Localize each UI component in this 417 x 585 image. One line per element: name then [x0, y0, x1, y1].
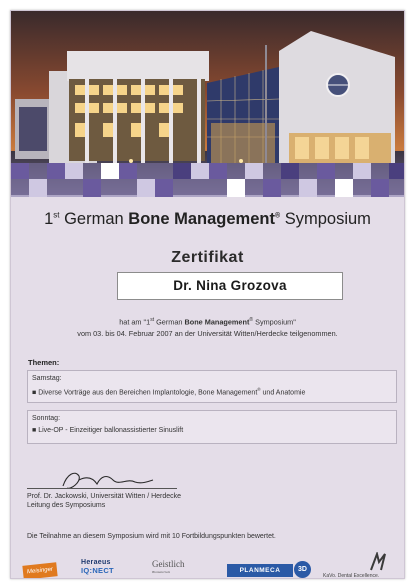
tile-band [11, 163, 404, 197]
heraeus-logo: Heraeus IQ:NECT [81, 559, 114, 575]
topic-box-saturday [27, 370, 397, 403]
meisinger-logo: Meisinger [22, 562, 57, 579]
topic-day-label: Samstag: [32, 375, 62, 382]
attendance-line-2: vom 03. bis 04. Februar 2007 an der Universität Witten/Herdecke teilgenommen. [77, 329, 338, 338]
kavo-logo-text: KaVo. Dental Excellence. [323, 573, 380, 579]
signatory-role: Leitung des Symposiums [27, 502, 106, 509]
topic-box-sunday [27, 410, 397, 444]
symposium-title: 1st German Bone Management® Symposium [44, 210, 371, 228]
attendance-line-1: hat am "1st German Bone Management® Symposium" [119, 317, 296, 327]
signature-line [27, 488, 177, 489]
recipient-name: Dr. Nina Grozova [117, 272, 343, 300]
geistlich-logo: Geistlich Biomaterials [152, 559, 185, 574]
topic-day-label: Sonntag: [32, 415, 61, 422]
signatory-block [27, 492, 181, 510]
signatory-name: Prof. Dr. Jackowski, Universität Witten / Herdecke [27, 493, 182, 500]
kavo-icon [368, 552, 388, 572]
planmeca-3d-icon: 3D [294, 561, 311, 578]
topics-heading: Themen: [28, 358, 60, 367]
credit-points-note: Die Teilnahme an diesem Symposium wird mit 10 Fortbildungspunkten bewertet. [27, 533, 276, 540]
handwritten-signature [57, 466, 157, 494]
topic-item: ■ Live-OP - Einzeitiger ballonassistierter Sinuslift [32, 427, 184, 434]
topic-item: ■ Diverse Vorträge aus den Bereichen Implantologie, Bone Management® und Anatomie [32, 387, 306, 397]
certificate-heading: Zertifikat [171, 249, 244, 266]
planmeca-logo: PLANMECA [227, 564, 293, 577]
certificate [10, 10, 405, 579]
